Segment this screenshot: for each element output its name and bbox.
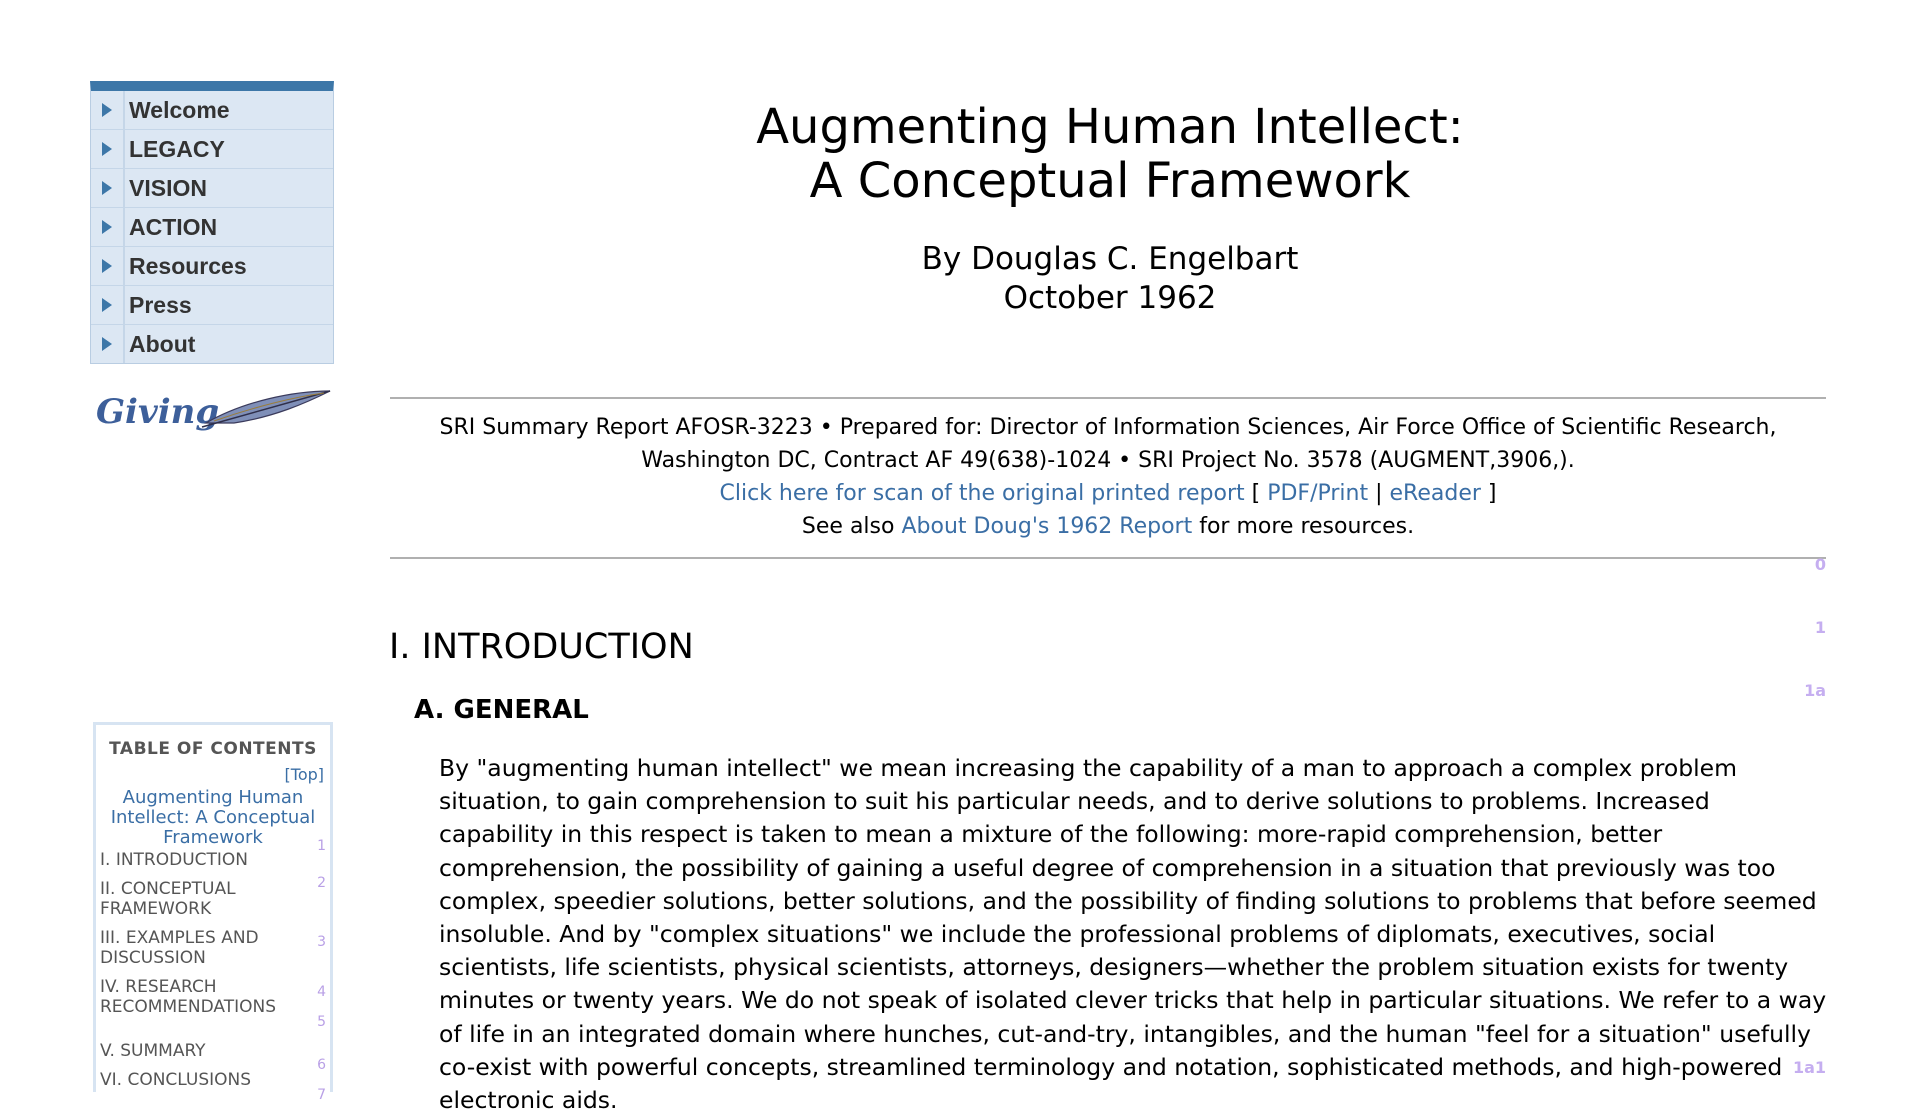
arrow-right-icon: [91, 325, 125, 363]
nav-item-label: Press: [129, 291, 192, 318]
see-also-line: [390, 510, 1826, 543]
toc-item-label: II. CONCEPTUAL FRAMEWORK: [100, 879, 236, 919]
toc-item-label: I. INTRODUCTION: [100, 850, 249, 870]
link-separator: |: [1368, 481, 1390, 506]
toc-item-label: III. EXAMPLES AND DISCUSSION: [100, 928, 259, 968]
subsection-heading: A. GENERAL: [414, 695, 589, 725]
document-title: [600, 100, 1620, 208]
nav-item-label: LEGACY: [129, 135, 225, 162]
arrow-right-icon: [91, 208, 125, 246]
bracket-close: ]: [1480, 481, 1497, 506]
see-also-prefix: See also: [801, 514, 902, 539]
nav-item-label: About: [129, 330, 196, 357]
nav-item-label: VISION: [129, 174, 207, 201]
toc-top-link[interactable]: [Top]: [284, 765, 324, 784]
title-line-1: Augmenting Human Intellect:: [756, 99, 1464, 155]
toc-item-number: 4: [317, 984, 326, 1000]
pdf-print-link[interactable]: PDF/Print: [1267, 481, 1369, 506]
section-heading: I. INTRODUCTION: [389, 627, 694, 667]
report-info: [390, 411, 1826, 543]
toc-item-label: IV. RESEARCH RECOMMENDATIONS: [100, 977, 276, 1017]
toc-item[interactable]: [96, 1057, 330, 1110]
see-also-suffix: for more resources.: [1192, 514, 1415, 539]
arrow-right-icon: [91, 130, 125, 168]
feather-quill-icon: [94, 383, 334, 441]
svg-text:Giving: Giving: [96, 392, 220, 432]
ereader-link[interactable]: eReader: [1389, 481, 1481, 506]
toc-item-label: V. SUMMARY: [100, 1041, 206, 1061]
site-nav: [90, 81, 334, 364]
giving-logo-link[interactable]: [94, 383, 334, 441]
nav-item-press[interactable]: [91, 286, 333, 325]
toc-item[interactable]: [96, 875, 330, 919]
date: October 1962: [1003, 280, 1217, 316]
nav-item-action[interactable]: [91, 208, 333, 247]
toc-item-number: 7: [317, 1087, 326, 1103]
paragraph-anchor-1a1[interactable]: 1a1: [1792, 1058, 1826, 1077]
report-line-2: Washington DC, Contract AF 49(638)-1024 • SRI Project No. 3578 (AUGMENT,3906,).: [641, 448, 1575, 473]
divider-top: [390, 397, 1826, 399]
toc-item-number: 6: [317, 1057, 326, 1073]
arrow-right-icon: [91, 247, 125, 285]
nav-item-vision[interactable]: [91, 169, 333, 208]
about-report-link[interactable]: About Doug's 1962 Report: [901, 514, 1193, 539]
paragraph-anchor-1[interactable]: 1: [1814, 618, 1826, 637]
nav-item-label: Welcome: [129, 96, 230, 123]
toc-item-label: VI. CONCLUSIONS: [100, 1070, 252, 1090]
toc-item-number: 5: [317, 1014, 326, 1030]
scan-link[interactable]: Click here for scan of the original printed report: [719, 481, 1245, 506]
table-of-contents: [93, 722, 333, 1103]
bracket-open: [: [1244, 481, 1268, 506]
nav-item-legacy[interactable]: [91, 130, 333, 169]
divider-bottom: [390, 557, 1826, 559]
toc-title: TABLE OF CONTENTS: [109, 739, 317, 759]
nav-item-label: Resources: [129, 252, 247, 279]
toc-item-number: 3: [317, 934, 326, 950]
nav-item-about[interactable]: [91, 325, 333, 363]
title-line-2: A Conceptual Framework: [809, 153, 1411, 209]
report-line-1: SRI Summary Report AFOSR-3223 • Prepared for: Director of Information Sciences, Air Force Office of Scientific Research,: [439, 415, 1777, 440]
toc-item[interactable]: [96, 977, 330, 1037]
nav-item-resources[interactable]: [91, 247, 333, 286]
byline: [600, 240, 1620, 318]
nav-item-welcome[interactable]: [91, 91, 333, 130]
toc-item-number: 1: [317, 838, 326, 854]
toc-item[interactable]: [96, 838, 330, 870]
intro-paragraph: By "augmenting human intellect" we mean increasing the capability of a man to approach a complex problem situation, to gain comprehension to suit his particular needs, and to derive solutions to problems. Increased capability in this respect is taken to mean a mixture of the following: more-rapid comprehension, better comprehension, the possibility of gaining a useful degree of comprehension in a situation that previously was too complex, speedier solutions, better solutions, and the possibility of finding solutions to problems that before seemed insoluble. And by "complex situations" we include the professional problems of diplomats, executives, social scientists, life scientists, physical scientists, attorneys, designers—whether the problem situation exists for twenty minutes or twenty years. We do not speak of isolated clever tricks that help in particular situations. We refer to a way of life in an integrated domain where hunches, cut-and-try, intangibles, and the human "feel for a situation" usefully co-exist with powerful concepts, streamlined terminology and notation, sophisticated methods, and high-powered electronic aids.: [439, 754, 1827, 1115]
toc-item[interactable]: [96, 928, 330, 968]
arrow-right-icon: [91, 91, 125, 129]
toc-item[interactable]: [96, 1041, 330, 1061]
paragraph-anchor-0[interactable]: 0: [1814, 555, 1826, 574]
author: By Douglas C. Engelbart: [921, 241, 1299, 277]
toc-item-number: 2: [317, 875, 326, 891]
nav-item-label: ACTION: [129, 213, 218, 240]
toc-doc-title-link[interactable]: Augmenting Human Intellect: A Conceptual Framework: [110, 787, 316, 848]
paragraph-anchor-1a[interactable]: 1a: [1804, 681, 1826, 700]
report-links: [390, 477, 1826, 510]
arrow-right-icon: [91, 169, 125, 207]
arrow-right-icon: [91, 286, 125, 324]
